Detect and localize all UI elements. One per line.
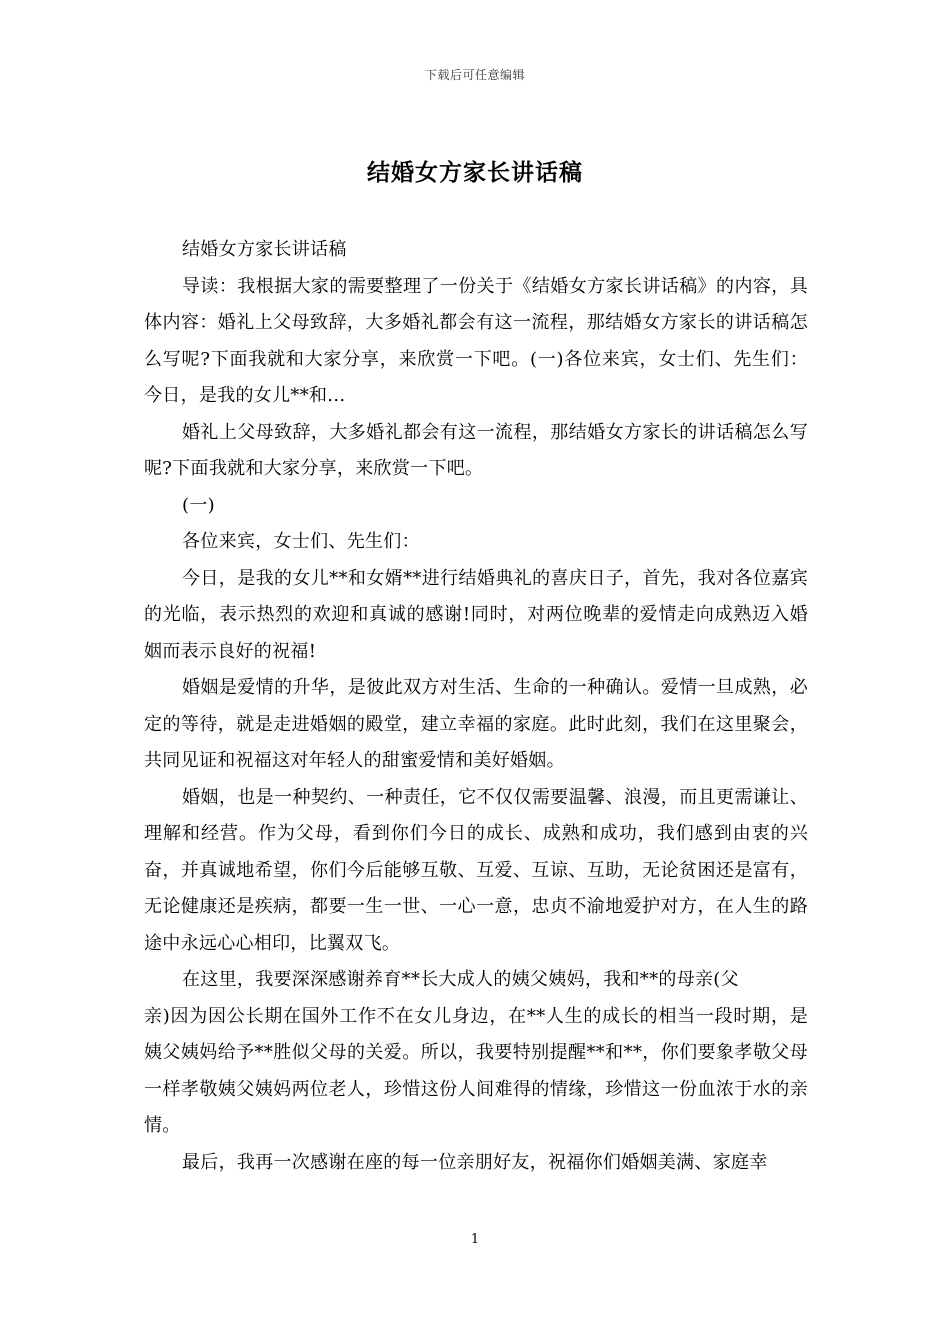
paragraph: 婚姻，也是一种契约、一种责任，它不仅仅需要温馨、浪漫，而且更需谦让、理解和经营。作为父母，看到你们今日的成长、成熟和成功，我们感到由衷的兴奋，并真诚地希望，你们今后能够互敬、互爱、互谅、互助，无论贫困还是富有，无论健康还是疾病，都要一生一世、一心一意，忠贞不渝地爱护对方，在人生的路途中永远心心相印，比翼双飞。	[144, 786, 808, 954]
page-header: 下载后可任意编辑	[424, 68, 525, 82]
document-title: 结婚女方家长讲话稿	[367, 159, 583, 186]
paragraph: 婚姻是爱情的升华，是彼此双方对生活、生命的一种确认。爱情一旦成熟，必定的等待，就是走进婚姻的殿堂，建立幸福的家庭。此时此刻，我们在这里聚会，共同见证和祝福这对年轻人的甜蜜爱情和美好婚姻。	[144, 677, 808, 771]
paragraph: 今日，是我的女儿**和女婿**进行结婚典礼的喜庆日子，首先，我对各位嘉宾的光临，表示热烈的欢迎和真诚的感谢!同时，对两位晚辈的爱情走向成熟迈入婚姻而表示良好的祝福!	[144, 567, 808, 662]
page-number: 1	[470, 1232, 480, 1247]
paragraph-intro: 导读：我根据大家的需要整理了一份关于《结婚女方家长讲话稿》的内容，具体内容：婚礼上父母致辞，大多婚礼都会有这一流程，那结婚女方家长的讲话稿怎么写呢?下面我就和大家分享，来欣赏一下吧。(一)各位来宾，女士们、先生们：今日，是我的女儿**和...	[144, 275, 808, 406]
paragraph: 最后，我再一次感谢在座的每一位亲朋好友，祝福你们婚姻美满、家庭幸	[182, 1151, 768, 1173]
paragraph: 婚礼上父母致辞，大多婚礼都会有这一流程，那结婚女方家长的讲话稿怎么写呢?下面我就和大家分享，来欣赏一下吧。	[144, 421, 808, 479]
paragraph-subtitle: 结婚女方家长讲话稿	[182, 239, 347, 260]
paragraph-continued: 亲)因为因公长期在国外工作不在女儿身边，在**人生的成长的相当一段时期，是姨父姨妈给予**胜似父母的关爱。所以，我要特别提醒**和**，你们要象孝敬父母一样孝敬姨父姨妈两位老人，珍惜这份人间难得的情缘，珍惜这一份血浓于水的亲情。	[144, 1005, 808, 1136]
section-marker: (一)	[182, 494, 215, 516]
paragraph: 在这里，我要深深感谢养育**长大成人的姨父姨妈，我和**的母亲(父	[182, 969, 739, 990]
document-body	[144, 232, 808, 1181]
paragraph-salutation: 各位来宾，女士们、先生们：	[182, 531, 420, 552]
